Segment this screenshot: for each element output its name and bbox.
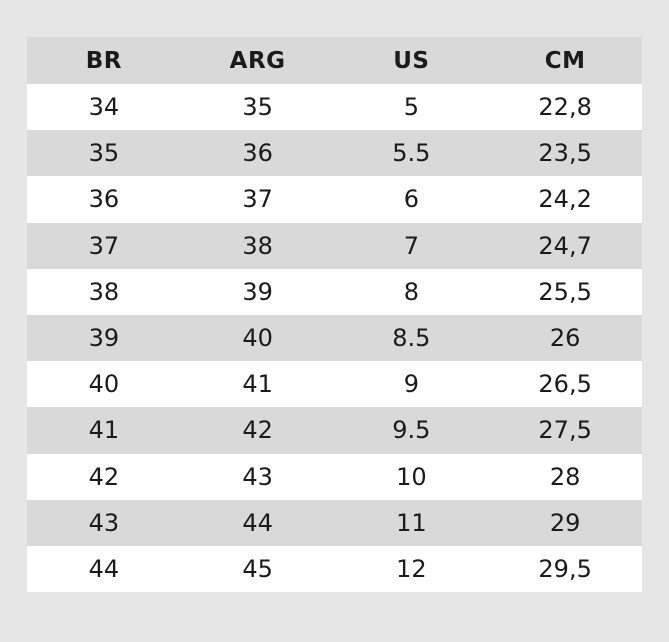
cell-cm: 29 [488, 500, 642, 546]
cell-br: 34 [27, 84, 181, 130]
cell-us: 8 [335, 269, 489, 315]
cell-arg: 40 [181, 315, 335, 361]
cell-arg: 42 [181, 407, 335, 453]
cell-us: 5 [335, 84, 489, 130]
cell-us: 7 [335, 223, 489, 269]
cell-us: 6 [335, 176, 489, 222]
cell-arg: 39 [181, 269, 335, 315]
table-header [27, 37, 642, 84]
cell-arg: 44 [181, 500, 335, 546]
cell-cm: 29,5 [488, 546, 642, 592]
cell-br: 44 [27, 546, 181, 592]
table-row [27, 269, 642, 315]
cell-cm: 28 [488, 454, 642, 500]
cell-us: 11 [335, 500, 489, 546]
table-body [27, 84, 642, 592]
cell-us: 5.5 [335, 130, 489, 176]
column-header-us: US [335, 37, 489, 84]
cell-arg: 38 [181, 223, 335, 269]
cell-us: 12 [335, 546, 489, 592]
table-row [27, 500, 642, 546]
column-header-cm: CM [488, 37, 642, 84]
cell-cm: 22,8 [488, 84, 642, 130]
table-row [27, 176, 642, 222]
table-row [27, 223, 642, 269]
cell-us: 9 [335, 361, 489, 407]
cell-br: 36 [27, 176, 181, 222]
shoe-size-conversion-table [27, 37, 642, 592]
cell-cm: 23,5 [488, 130, 642, 176]
cell-br: 43 [27, 500, 181, 546]
cell-arg: 43 [181, 454, 335, 500]
table-row [27, 130, 642, 176]
cell-us: 8.5 [335, 315, 489, 361]
cell-arg: 45 [181, 546, 335, 592]
cell-br: 40 [27, 361, 181, 407]
table-row [27, 315, 642, 361]
cell-br: 39 [27, 315, 181, 361]
column-header-arg: ARG [181, 37, 335, 84]
table-row [27, 84, 642, 130]
table-row [27, 407, 642, 453]
table-row [27, 361, 642, 407]
cell-us: 9.5 [335, 407, 489, 453]
cell-arg: 37 [181, 176, 335, 222]
cell-cm: 25,5 [488, 269, 642, 315]
cell-cm: 24,7 [488, 223, 642, 269]
cell-arg: 41 [181, 361, 335, 407]
table-header-row [27, 37, 642, 84]
size-table-container [27, 37, 642, 592]
cell-cm: 26,5 [488, 361, 642, 407]
cell-br: 41 [27, 407, 181, 453]
cell-us: 10 [335, 454, 489, 500]
cell-br: 35 [27, 130, 181, 176]
cell-cm: 24,2 [488, 176, 642, 222]
cell-cm: 27,5 [488, 407, 642, 453]
cell-br: 37 [27, 223, 181, 269]
cell-br: 38 [27, 269, 181, 315]
cell-arg: 36 [181, 130, 335, 176]
table-row [27, 454, 642, 500]
cell-br: 42 [27, 454, 181, 500]
cell-arg: 35 [181, 84, 335, 130]
column-header-br: BR [27, 37, 181, 84]
cell-cm: 26 [488, 315, 642, 361]
table-row [27, 546, 642, 592]
